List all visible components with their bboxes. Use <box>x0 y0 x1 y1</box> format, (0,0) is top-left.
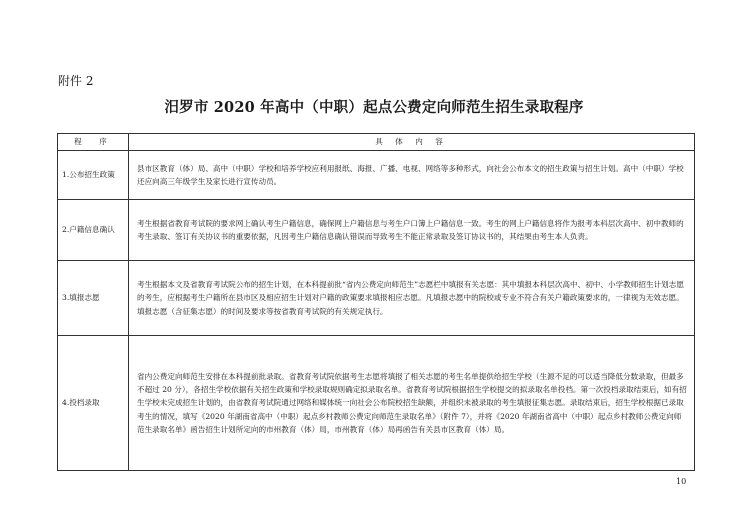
page-title: 汨罗市 2020 年高中（中职）起点公费定向师范生招生录取程序 <box>164 99 584 116</box>
table-row <box>58 151 695 200</box>
table-row <box>58 261 695 336</box>
table-header-row <box>58 134 695 151</box>
step-label: 2.户籍信息确认 <box>58 200 129 261</box>
step-content: 省内公费定向师范生安排在本科提前批录取。省教育考试院依据考生志愿将填报了相关志愿的考生名单提供给招生学校（生源不足的可以适当降低分数录取，但最多不超过 20 分），各招生学校依据有关招生政策和学校录取规则确定拟录取名单。省教育考试院根据招生学校提交的拟录取名单投档。第一次投档录取结束后，如有招生学校未完成招生计划的，由省教育考试院通过网络和媒体统一向社会公布院校招生缺额，并组织未被录取的考生填报征集志愿。录取结束后，招生学校根据已录取考生的情况，填写《2020 年湖南省高中（中职）起点乡村教师公费定向师范生录取名单》（附件 7），并将《2020 年湖南省高中（中职）起点乡村教师公费定向师范生录取名单》函告招生计划所定向的市州教育（体）局，市州教育（体）局再函告有关县市区教育（体）局。 <box>129 336 695 471</box>
step-label: 4.投档录取 <box>58 336 129 471</box>
table-row <box>58 336 695 471</box>
step-content: 考生根据本文及省教育考试院公布的招生计划，在本科提前批“省内公费定向师范生”志愿栏中填报有关志愿：其中填报本科层次高中、初中、小学教师招生计划志愿的考生，应根据考生户籍所在县市区及相应招生计划对户籍的政策要求填报相应志愿。凡填报志愿中的院校或专业不符合有关户籍政策要求的，一律视为无效志愿。填报志愿（含征集志愿）的时间及要求等按省教育考试院的有关规定执行。 <box>129 261 695 336</box>
step-content: 县市区教育（体）局、高中（中职）学校和培养学校应利用报纸、海报、广播、电视、网络等多种形式，向社会公布本文的招生政策与招生计划。高中（中职）学校还应向高三年级学生及家长进行宣传动员。 <box>129 151 695 200</box>
table-row <box>58 200 695 261</box>
header-procedure: 程 序 <box>58 134 129 151</box>
step-label: 3.填报志愿 <box>58 261 129 336</box>
header-content: 具 体 内 容 <box>129 134 695 151</box>
procedure-table <box>57 133 695 471</box>
step-label: 1.公布招生政策 <box>58 151 129 200</box>
page-number: 10 <box>676 477 687 486</box>
step-content: 考生根据省教育考试院的要求网上确认考生户籍信息，确保网上户籍信息与考生户口簿上户籍信息一致。考生的网上户籍信息将作为报考本科层次高中、初中教师的考生录取、签订有关协议书的重要依据，凡因考生户籍信息确认错误而导致考生不能正常录取及签订协议书的，其结果由考生本人负责。 <box>129 200 695 261</box>
annex-label: 附件 2 <box>58 74 94 88</box>
